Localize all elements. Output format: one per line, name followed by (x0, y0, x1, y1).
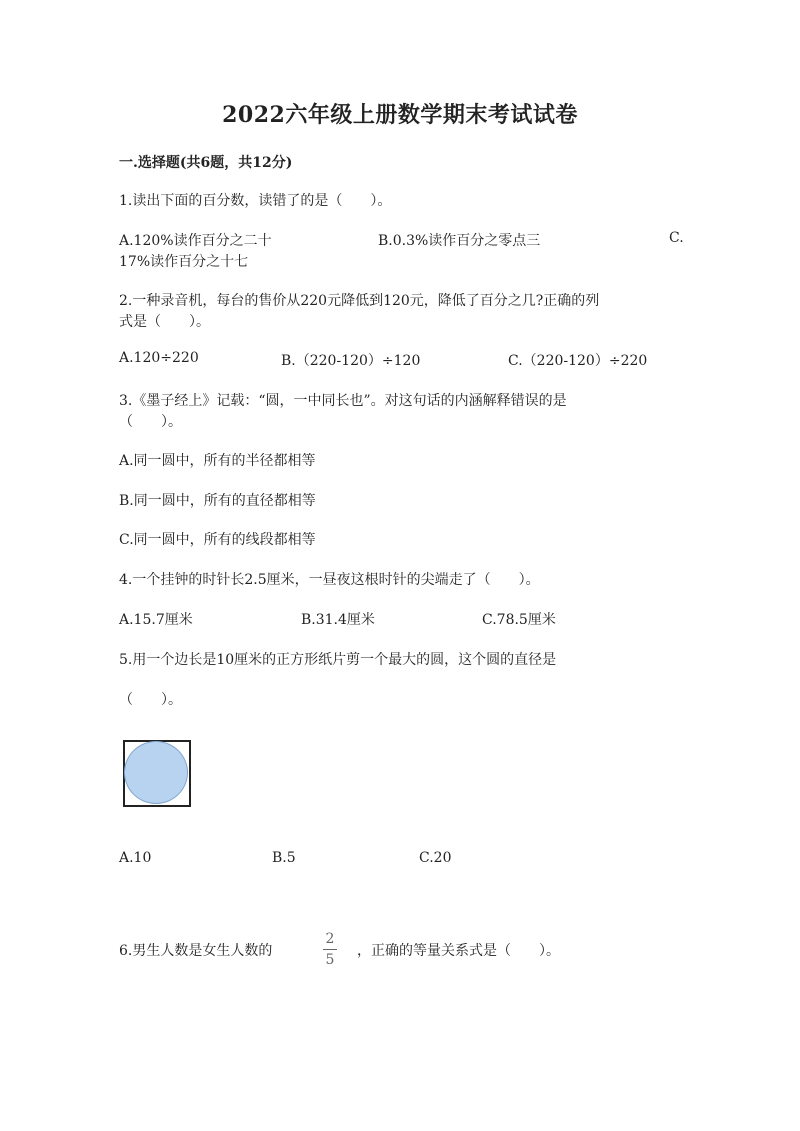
section-heading: 一.选择题(共6题，共12分) (119, 155, 293, 171)
question-3-option-b: B.同一圆中，所有的直径都相等 (119, 493, 316, 509)
question-5-option-a: A.10 (119, 850, 152, 866)
fraction-bar (323, 949, 337, 950)
question-3-stem-line2: （ ）。 (119, 414, 182, 430)
question-2-stem-line1: 2.一种录音机，每台的售价从220元降低到120元，降低了百分之几?正确的列 (119, 293, 600, 309)
question-6-stem-before: 6.男生人数是女生人数的 (119, 943, 273, 959)
question-1-option-a: A.120%读作百分之二十 (119, 233, 272, 249)
question-4-option-a: A.15.7厘米 (119, 612, 193, 628)
question-1-option-c-text: 17%读作百分之十七 (119, 254, 249, 270)
question-2-option-c: C.（220-120）÷220 (508, 353, 648, 369)
question-5-option-b: B.5 (272, 850, 296, 866)
fraction-numerator: 2 (325, 931, 335, 947)
fraction-denominator: 5 (325, 952, 335, 968)
question-2-stem-line2: 式是（ ）。 (119, 314, 210, 330)
question-5-option-c: C.20 (419, 850, 452, 866)
inscribed-circle (124, 741, 188, 804)
question-4-option-c: C.78.5厘米 (482, 612, 556, 628)
question-3-option-a: A.同一圆中，所有的半径都相等 (119, 453, 316, 469)
fraction-two-fifths (323, 931, 337, 968)
question-6-stem-after: ，正确的等量关系式是（ ）。 (357, 943, 560, 959)
question-1-option-b: B.0.3%读作百分之零点三 (378, 233, 541, 249)
page-title: 2022六年级上册数学期末考试试卷 (222, 102, 578, 128)
question-2-option-b: B.（220-120）÷120 (281, 353, 421, 369)
question-1-option-c: C. (669, 230, 684, 246)
question-3-stem-line1: 3.《墨子经上》记载：“圆，一中同长也”。对这句话的内涵解释错误的是 (119, 393, 567, 409)
question-3-option-c: C.同一圆中，所有的线段都相等 (119, 532, 316, 548)
question-5-stem-line2: （ ）。 (119, 692, 182, 708)
question-5-stem-line1: 5.用一个边长是10厘米的正方形纸片剪一个最大的圆，这个圆的直径是 (119, 652, 557, 668)
question-2-option-a: A.120÷220 (119, 350, 199, 366)
question-1-stem: 1.读出下面的百分数，读错了的是（ ）。 (119, 193, 392, 209)
question-4-option-b: B.31.4厘米 (301, 612, 375, 628)
question-4-stem: 4.一个挂钟的时针长2.5厘米，一昼夜这根时针的尖端走了（ ）。 (119, 572, 540, 588)
square-with-circle-figure (123, 740, 191, 807)
